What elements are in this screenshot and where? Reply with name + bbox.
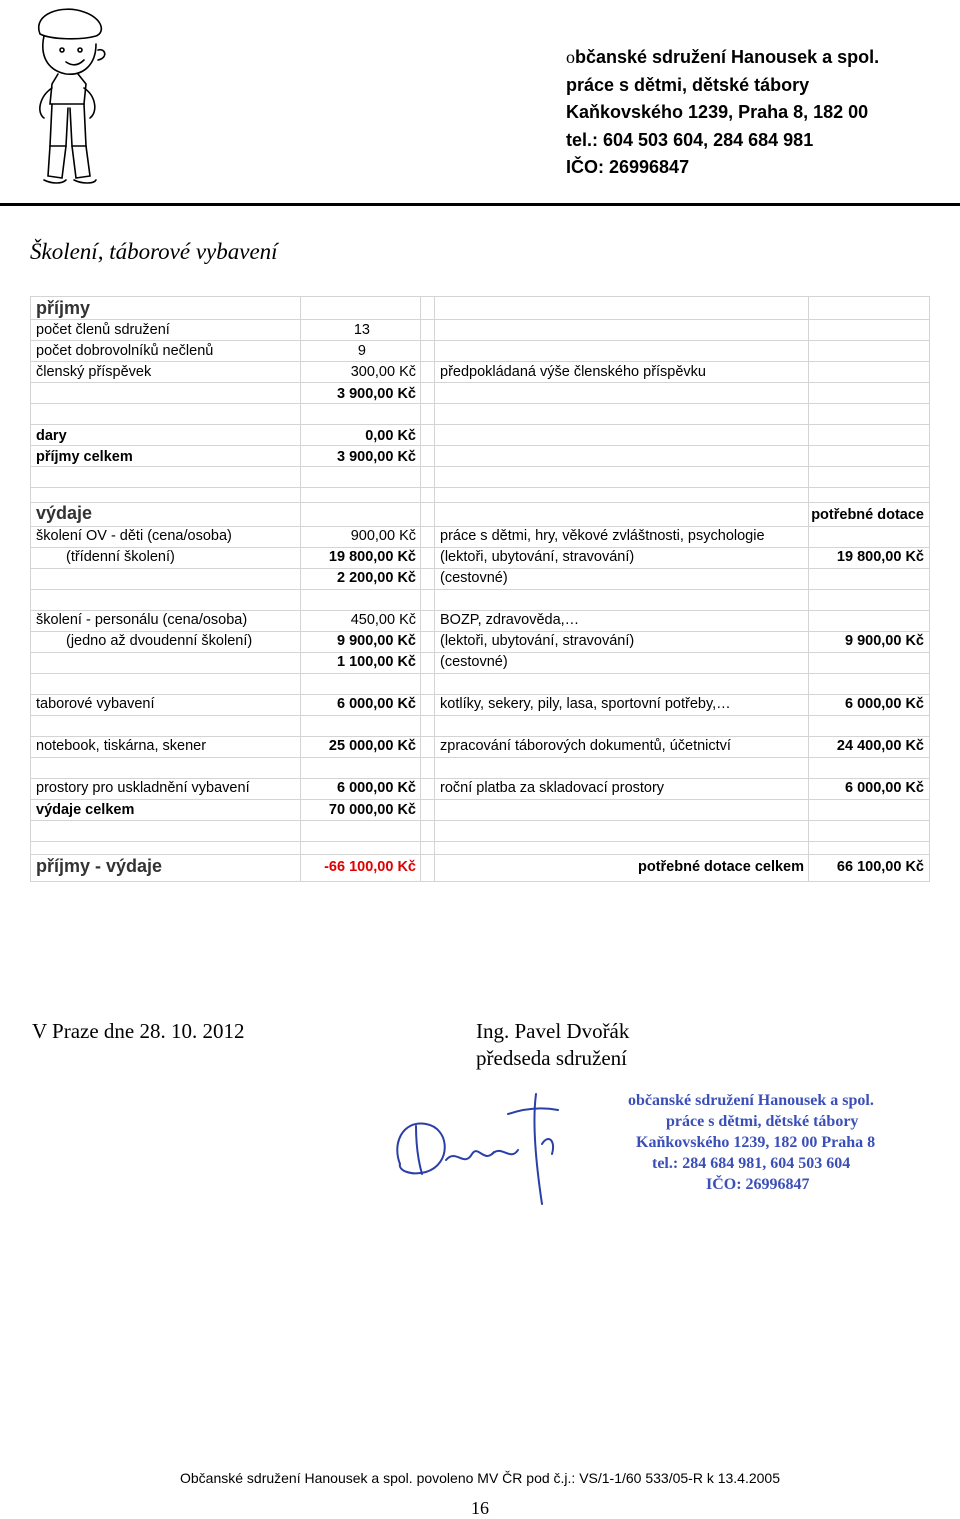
expense-row-1-subsidy: 19 800,00 Kč [836,549,924,565]
org-line-1: občanské sdružení Hanousek a spol. [566,47,880,67]
volunteers-label: počet dobrovolníků nečlenů [36,343,214,359]
expense-row-6-value: 6 000,00 Kč [336,696,416,712]
fee-total: 3 900,00 Kč [336,386,416,402]
stamp-line-2: práce s dětmi, dětské tábory [666,1113,859,1130]
expense-row-7-label: notebook, tiskárna, skener [36,738,207,754]
expenses-heading: výdaje [36,503,93,523]
expense-row-4-label: (jedno až dvoudenní školení) [66,633,253,649]
stamp-line-3: Kaňkovského 1239, 182 00 Praha 8 [636,1134,876,1151]
place-date: V Praze dne 28. 10. 2012 [32,1019,245,1043]
handwritten-signature [386,1084,566,1210]
expense-row-8-subsidy: 6 000,00 Kč [844,780,924,796]
stamp-line-4: tel.: 284 684 981, 604 503 604 [652,1155,851,1172]
expense-row-6-label: taborové vybavení [36,696,155,712]
balance-label: příjmy - výdaje [36,856,163,876]
balance-subsidy-value: 66 100,00 Kč [836,859,924,875]
expense-row-3-note: BOZP, zdravověda,… [440,612,580,628]
expense-row-0-value: 900,00 Kč [350,528,416,544]
expense-row-7-subsidy: 24 400,00 Kč [836,738,924,754]
expense-row-1-label: (třídenní školení) [66,549,175,565]
gifts-value: 0,00 Kč [365,428,416,444]
expense-row-1-value: 19 800,00 Kč [328,549,416,565]
signatory-name: Ing. Pavel Dvořák [476,1019,630,1043]
org-line-4: tel.: 604 503 604, 284 684 981 [566,129,814,150]
expense-row-4-subsidy: 9 900,00 Kč [844,633,924,649]
page-title: Školení, táborové vybavení [30,239,278,264]
signatory-role: předseda sdružení [476,1046,628,1070]
expense-row-1-note: (lektoři, ubytování, stravování) [440,549,635,565]
gifts-label: dary [36,428,67,444]
expense-row-3-value: 450,00 Kč [350,612,416,628]
expense-row-5-note: (cestovné) [440,654,508,670]
expense-row-3-label: školení - personálu (cena/osoba) [36,612,248,628]
org-line-5: IČO: 26996847 [566,157,690,177]
stamp-line-1: občanské sdružení Hanousek a spol. [628,1092,874,1109]
fee-note: předpokládaná výše členského příspěvku [440,364,706,380]
expense-row-4-value: 9 900,00 Kč [336,633,416,649]
boy-logo [22,4,118,188]
balance-value: -66 100,00 Kč [324,859,416,875]
org-header [566,44,879,182]
expense-row-8-note: roční platba za skladovací prostory [440,780,665,796]
expenses-total-label: výdaje celkem [36,802,135,818]
org-line-3: Kaňkovského 1239, Praha 8, 182 00 [566,102,869,122]
expense-row-8-value: 6 000,00 Kč [336,780,416,796]
header-divider [0,203,960,206]
income-total-label: příjmy celkem [36,449,133,465]
volunteers-value: 9 [357,343,366,359]
expenses-total-value: 70 000,00 Kč [328,802,416,818]
page-number: 16 [471,1498,489,1518]
expense-row-8-label: prostory pro uskladnění vybavení [36,780,250,796]
subsidy-heading: potřebné dotace [811,507,924,523]
expense-row-0-label: školení OV - děti (cena/osoba) [36,528,232,544]
balance-subsidy-label: potřebné dotace celkem [638,859,804,875]
members-value: 13 [353,322,370,338]
fee-value: 300,00 Kč [350,364,416,380]
org-line-2: práce s dětmi, dětské tábory [566,74,810,95]
expense-row-7-note: zpracování táborových dokumentů, účetnictví [440,738,731,754]
expense-row-2-value: 2 200,00 Kč [336,570,416,586]
expense-row-4-note: (lektoři, ubytování, stravování) [440,633,635,649]
members-label: počet členů sdružení [36,322,170,338]
fee-label: členský příspěvek [36,364,152,380]
expense-row-0-note: práce s dětmi, hry, věkové zvláštnosti, psychologie [440,528,765,544]
stamp-line-5: IČO: 26996847 [706,1176,810,1193]
income-heading: příjmy [36,298,91,318]
org-stamp [628,1090,875,1195]
expense-row-2-note: (cestovné) [440,570,508,586]
expense-row-5-value: 1 100,00 Kč [336,654,416,670]
expense-row-7-value: 25 000,00 Kč [328,738,416,754]
footer-text: Občanské sdružení Hanousek a spol. povoleno MV ČR pod č.j.: VS/1-1/60 533/05-R k 13.4.2005 [179,1470,781,1486]
income-total-value: 3 900,00 Kč [336,449,416,465]
expense-row-6-note: kotlíky, sekery, pily, lasa, sportovní potřeby,… [440,696,731,712]
expense-row-6-subsidy: 6 000,00 Kč [844,696,924,712]
